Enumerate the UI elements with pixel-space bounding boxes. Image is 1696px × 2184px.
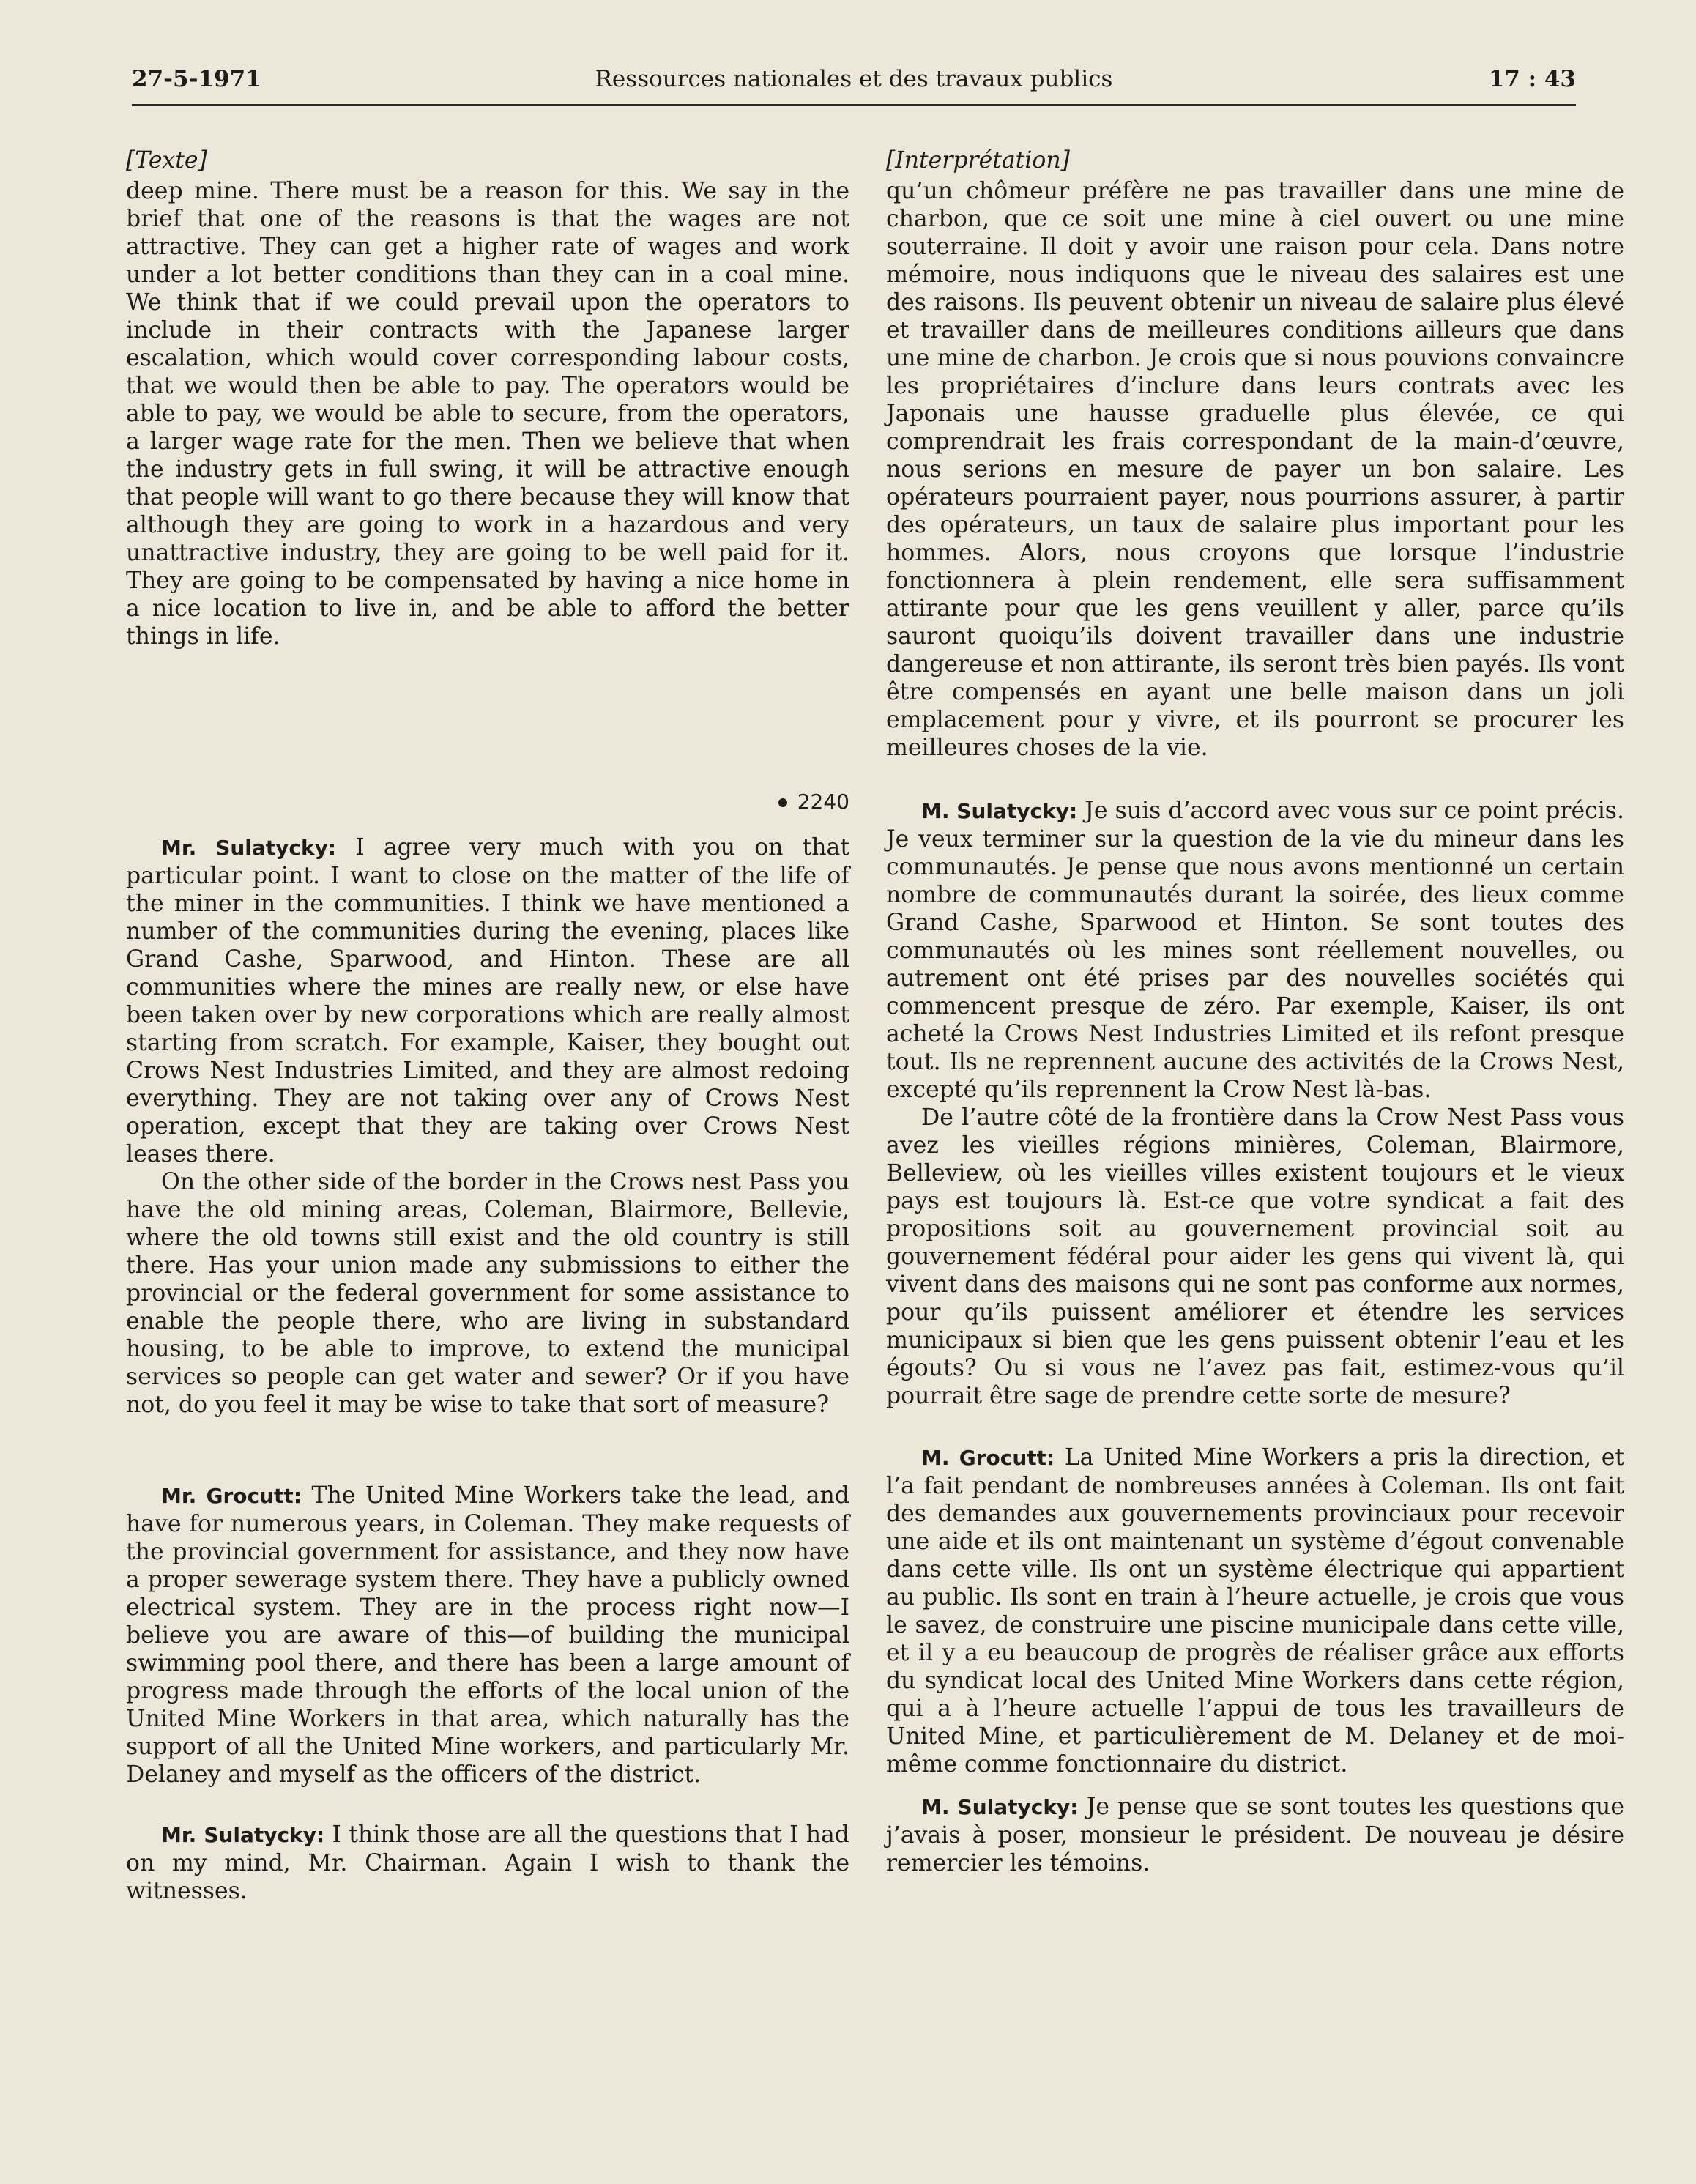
column-label: [Interprétation] [886,147,1070,174]
speech-text: The United Mine Workers take the lead, and have for numerous years, in Coleman. They make requests of the provincial government for assistance, and they now have a proper sewerage system there. They have a publicly owned electrical system. They are in the process right now—I believe you are aware of this—of building the municipal swimming pool there, and there has been a large amount of progress made through the efforts of the local union of the United Mine Workers in that area, which naturally has the support of all the United Mine workers, and particularly Mr. Delaney and myself as the officers of the district. [126,1482,849,1788]
time-marker [126,788,849,816]
speaker-name: M. Grocutt: [921,1446,1055,1470]
speech-text: La United Mine Workers a pris la direction, et l’a fait pendant de nombreuses années à Coleman. Ils ont fait des demandes aux gouvernements provinciaux pour recevoir une aide et ils ont maintenant un système d’égout convenable dans cette ville. Ils ont un système électrique qui appartient au public. Ils sont en train à l’heure actuelle, je crois que vous le savez, de construire une piscine municipale dans cette ville, et il y a eu beaucoup de progrès de réaliser grâce aux efforts du syndicat local des United Mine Workers dans cette région, qui a à l’heure actuelle l’appui de tous les travailleurs de United Mine, et particulièrement de M. Delaney et de moi-même comme fonctionnaire du district. [886,1444,1624,1778]
paragraph: De l’autre côté de la frontière dans la Crow Nest Pass vous avez les vieilles régions minières, Coleman, Blairmore, Belleview, où les vieilles villes existent toujours et le vieux pays est toujours là. Est-ce que votre syndicat a fait des propositions soit au gouvernement provincial soit au gouvernement fédéral pour aider les gens qui vivent là, qui vivent dans des maisons qui ne sont pas conforme aux normes, pour qu’ils puissent améliorer et étendre les services municipaux si bien que les gens puissent obtenir l’eau et les égouts? Ou si vous ne l’avez pas fait, estimez-vous qu’il pourrait être sage de prendre cette sorte de mesure? [886,1104,1624,1409]
header-date: 27-5-1971 [132,66,261,92]
speaker-name: M. Sulatycky: [921,1795,1079,1819]
speech-text: Je suis d’accord avec vous sur ce point précis. Je veux terminer sur la question de la vie du mineur dans les communautés. Je pense que nous avons mentionné un certain nombre de communautés durant la soirée, des lieux comme Grand Cashe, Sparwood et Hinton. Se sont toutes des communautés où les mines sont réellement nouvelles, ou autrement ont été prises par des nouvelles sociétés qui commencent presque de zéro. Par exemple, Kaiser, ils ont acheté la Crows Nest Industries Limited et ils refont presque tout. Ils ne reprennent aucune des activités de la Crows Nest, excepté qu’ils reprennent la Crow Nest là-bas. [886,798,1624,1103]
paragraph: On the other side of the border in the Crows nest Pass you have the old mining areas, Coleman, Blairmore, Bellevie, where the old towns still exist and the old country is still there. Has your union made any submissions to either the provincial or the federal government for some assistance to enable the people there, who are living in substandard housing, to be able to improve, to extend the municipal services so people can get water and sewer? Or if you have not, do you feel it may be wise to take that sort of measure? [126,1169,849,1418]
column-label: [Texte] [126,147,207,174]
speaker-name: Mr. Sulatycky: [161,1823,325,1847]
speech [886,1793,1624,1877]
header-page-number: 17 : 43 [1488,66,1576,92]
speech-text: I think those are all the questions that I had on my mind, Mr. Chairman. Again I wish to thank the witnesses. [126,1821,849,1904]
speech [126,1482,849,1789]
speech [886,797,1624,1104]
speech-text: I agree very much with you on that particular point. I want to close on the matter of the life of the miner in the communities. I think we have mentioned a number of the communities during the evening, places like Grand Cashe, Sparwood, and Hinton. These are all communities where the mines are really new, or else have been taken over by new corporations which are really almost starting from scratch. For example, Kaiser, they bought out Crows Nest Industries Limited, and they are almost redoing everything. They are not taking over any of Crows Nest operation, except that they are taking over Crows Nest leases there. [126,834,849,1167]
time-marker-text: 2240 [797,790,849,814]
speech [126,1821,849,1905]
speech-text: Je pense que se sont toutes les questions que j’avais à poser, monsieur le président. De nouveau je désire remercier les témoins. [886,1794,1624,1876]
header-title: Ressources nationales et des travaux publics [595,66,1113,92]
speaker-name: M. Sulatycky: [921,799,1078,823]
speech [886,1444,1624,1778]
english-column [126,146,849,1905]
bullet-icon [778,798,787,807]
speaker-name: Mr. Sulatycky: [161,836,337,860]
page-header [132,63,1576,106]
french-column [886,146,1624,1877]
speech [126,833,849,1168]
paragraph: deep mine. There must be a reason for this. We say in the brief that one of the reasons is that the wages are not attractive. They can get a higher rate of wages and work under a lot better conditions than they can in a coal mine. We think that if we could prevail upon the operators to include in their contracts with the Japanese larger escalation, which would cover corresponding labour costs, that we would then be able to pay. The operators would be able to pay, we would be able to secure, from the operators, a larger wage rate for the men. Then we believe that when the industry gets in full swing, it will be attractive enough that people will want to go there because they will know that although they are going to work in a hazardous and very unattractive industry, they are going to be well paid for it. They are going to be compensated by having a nice home in a nice location to live in, and be able to afford the better things in life. [126,178,849,650]
speaker-name: Mr. Grocutt: [161,1484,302,1508]
paragraph: qu’un chômeur préfère ne pas travailler dans une mine de charbon, que ce soit une mine à ciel ouvert ou une mine souterraine. Il doit y avoir une raison pour cela. Dans notre mémoire, nous indiquons que le niveau des salaires est une des raisons. Ils peuvent obtenir un niveau de salaire plus élevé et travailler dans de meilleures conditions ailleurs que dans une mine de charbon. Je crois que si nous pouvions convaincre les propriétaires d’inclure dans leurs contrats avec les Japonais une hausse graduelle plus élevée, ce qui comprendrait les frais correspondant de la main-d’œuvre, nous serions en mesure de payer un bon salaire. Les opérateurs pourraient payer, nous pourrions assurer, à partir des opérateurs, un taux de salaire plus important pour les hommes. Alors, nous croyons que lorsque l’industrie fonctionnera à plein rendement, elle sera suffisamment attirante pour que les gens veuillent y aller, parce qu’ils sauront quoiqu’ils doivent travailler dans une industrie dangereuse et non attirante, ils seront très bien payés. Ils vont être compensés en ayant une belle maison dans un joli emplacement pour y vivre, et ils pourront se procurer les meilleures choses de la vie. [886,178,1624,761]
